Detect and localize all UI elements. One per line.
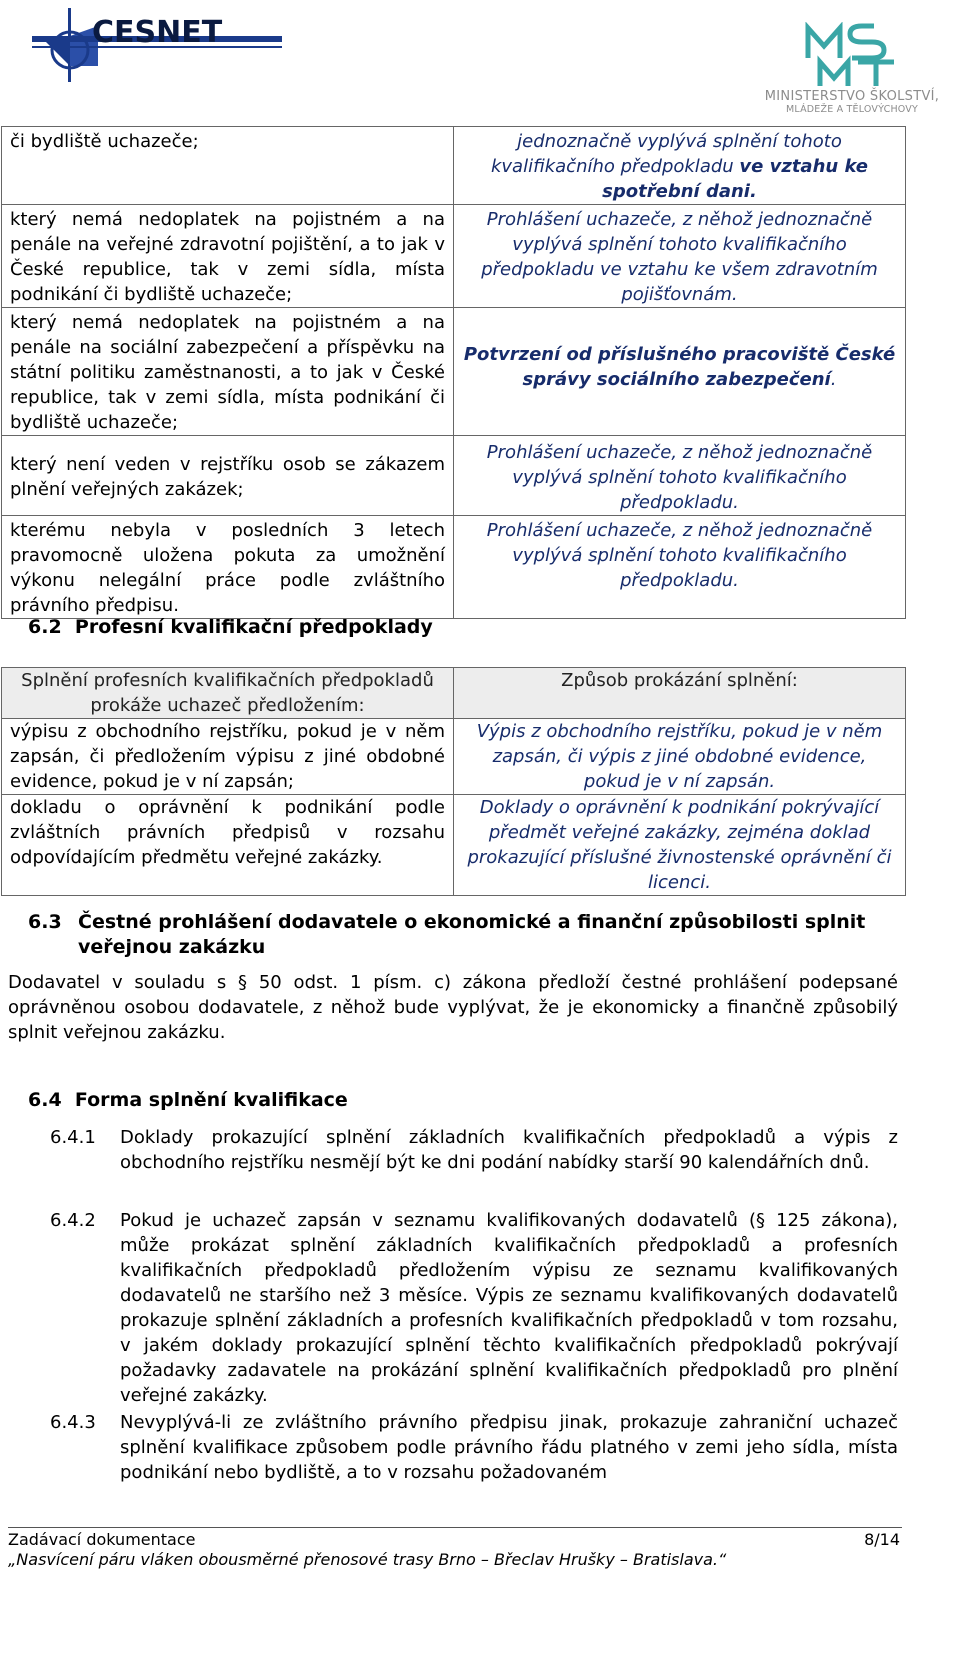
- table-header-cell: Splnění profesních kvalifikačních předpokladů prokáže uchazeč předložením:: [2, 668, 454, 719]
- table-row: [2, 127, 906, 205]
- table-cell: Prohlášení uchazeče, z něhož jednoznačně vyplývá splnění tohoto kvalifikačního předpokladu.: [454, 516, 906, 619]
- msmt-logo: [752, 22, 952, 126]
- table-cell: či bydliště uchazeče;: [2, 127, 454, 205]
- section-title: Profesní kvalifikační předpoklady: [74, 616, 433, 638]
- table-cell: Prohlášení uchazeče, z něhož jednoznačně vyplývá splnění tohoto kvalifikačního předpokladu.: [454, 436, 906, 516]
- list-item: [50, 1208, 898, 1406]
- msmt-logo-line1: MINISTERSTVO ŠKOLSTVÍ,: [764, 89, 940, 104]
- qualification-table: [1, 126, 906, 619]
- list-item-number: 6.4.2: [50, 1210, 96, 1231]
- footer-page-number: 8/14: [864, 1530, 900, 1549]
- paragraph: Dodavatel v souladu s § 50 odst. 1 písm. c) zákona předloží čestné prohlášení podepsané oprávněnou osobou dodavatele, z něhož bude vyplývat, že je ekonomicky a finančně způsobilý splnit veřejnou zakázku.: [8, 972, 898, 1043]
- table-cell: Prohlášení uchazeče, z něhož jednoznačně vyplývá splnění tohoto kvalifikačního předpokladu ve vztahu ke všem zdravotním pojišťovnám.: [454, 205, 906, 308]
- table-cell: výpisu z obchodního rejstříku, pokud je v něm zapsán, či předložením výpisu z jiné obdobné evidence, pokud je v ní zapsán;: [2, 719, 454, 795]
- table-row: [2, 719, 906, 795]
- list-item: [50, 1410, 898, 1482]
- section-title: veřejnou zakázku: [78, 936, 266, 958]
- msmt-logo-line2: MLÁDEŽE A TĚLOVÝCHOVY: [785, 104, 918, 115]
- table-cell: který není veden v rejstříku osob se zákazem plnění veřejných zakázek;: [2, 436, 454, 516]
- table-row: [2, 205, 906, 308]
- section-number: 6.3: [28, 911, 62, 933]
- cesnet-logo-text: CESNET: [92, 15, 223, 50]
- list-item-text: Nevyplývá-li ze zvláštního právního předpisu jinak, prokazuje zahraniční uchazeč splnění kvalifikace způsobem podle právního řádu platného v zemi jeho sídla, místa podnikání nebo bydliště, a to v rozsahu požadovaném: [120, 1412, 898, 1483]
- cell-text-bold: Potvrzení od příslušného pracoviště České správy sociálního zabezpečení: [463, 344, 896, 390]
- cell-text: .: [830, 369, 837, 390]
- list-item-text: Pokud je uchazeč zapsán v seznamu kvalifikovaných dodavatelů (§ 125 zákona), může prokázat splnění základních kvalifikačních předpokladů a profesních kvalifikačních předpokladů předložením výpisu ze seznamu kvalifikovaných dodavatelů ne staršího než 3 měsíce. Výpis ze seznamu kvalifikovaných dodavatelů prokazuje splnění základních a profesních kvalifikačních předpokladů v tom rozsahu, v jakém doklady prokazující splnění těchto kvalifikačních předpokladů pokrývají požadavky zadavatele na prokázání splnění kvalifikačních předpokladů pro plnění veřejné zakázky.: [120, 1210, 898, 1406]
- table-row: [2, 516, 906, 619]
- footer-document-name: Zadávací dokumentace: [8, 1530, 196, 1549]
- table-cell: [454, 127, 906, 205]
- professional-qualification-table: [1, 667, 906, 896]
- table-header-row: [2, 668, 906, 719]
- table-cell: který nemá nedoplatek na pojistném a na penále na sociální zabezpečení a příspěvku na státní politiku zaměstnanosti, a to jak v České republice, tak v zemi sídla, místa podnikání či bydliště uchazeče;: [2, 308, 454, 436]
- cell-text-bold: ve vztahu ke spotřební dani.: [602, 156, 869, 202]
- table-row: [2, 795, 906, 896]
- table-cell: Doklady o oprávnění k podnikání pokrývající předmět veřejné zakázky, zejména doklad prokazující příslušné živnostenské oprávnění či licenci.: [454, 795, 906, 896]
- table-row: [2, 308, 906, 436]
- table-row: [2, 436, 906, 516]
- section-number: 6.2: [28, 616, 62, 638]
- list-item: [50, 1125, 898, 1197]
- cesnet-logo: [32, 6, 282, 84]
- list-item-number: 6.4.3: [50, 1412, 96, 1433]
- list-item-text: Doklady prokazující splnění základních kvalifikačních předpokladů a výpis z obchodního rejstříku nesmějí být ke dni podání nabídky starší 90 kalendářních dnů.: [120, 1127, 898, 1173]
- table-cell: který nemá nedoplatek na pojistném a na penále na veřejné zdravotní pojištění, a to jak v České republice, tak v zemi sídla, místa podnikání či bydliště uchazeče;: [2, 205, 454, 308]
- section-number: 6.4: [28, 1089, 62, 1111]
- footer-project-title: „Nasvícení páru vláken obousměrné přenosové trasy Brno – Břeclav Hrušky – Bratislava.“: [8, 1550, 727, 1569]
- list-item-number: 6.4.1: [50, 1127, 96, 1148]
- table-header-cell: Způsob prokázání splnění:: [454, 668, 906, 719]
- table-cell: kterému nebyla v posledních 3 letech pravomocně uložena pokuta za umožnění výkonu nelegální práce podle zvláštního právního předpisu.: [2, 516, 454, 619]
- section-heading-6-2: [28, 615, 433, 640]
- cell-text: jednoznačně vyplývá splnění tohoto kvalifikačního předpokladu: [490, 131, 842, 177]
- section-heading-6-4: [28, 1088, 348, 1113]
- section-title: Čestné prohlášení dodavatele o ekonomické a finanční způsobilosti splnit: [78, 911, 866, 933]
- table-cell: [454, 308, 906, 436]
- table-cell: dokladu o oprávnění k podnikání podle zvláštních právních předpisů v rozsahu odpovídajícím předmětu veřejné zakázky.: [2, 795, 454, 896]
- table-cell: Výpis z obchodního rejstříku, pokud je v něm zapsán, či výpis z jiné obdobné evidence, pokud je v ní zapsán.: [454, 719, 906, 795]
- section-title: Forma splnění kvalifikace: [74, 1089, 348, 1111]
- page-footer: [8, 1527, 902, 1569]
